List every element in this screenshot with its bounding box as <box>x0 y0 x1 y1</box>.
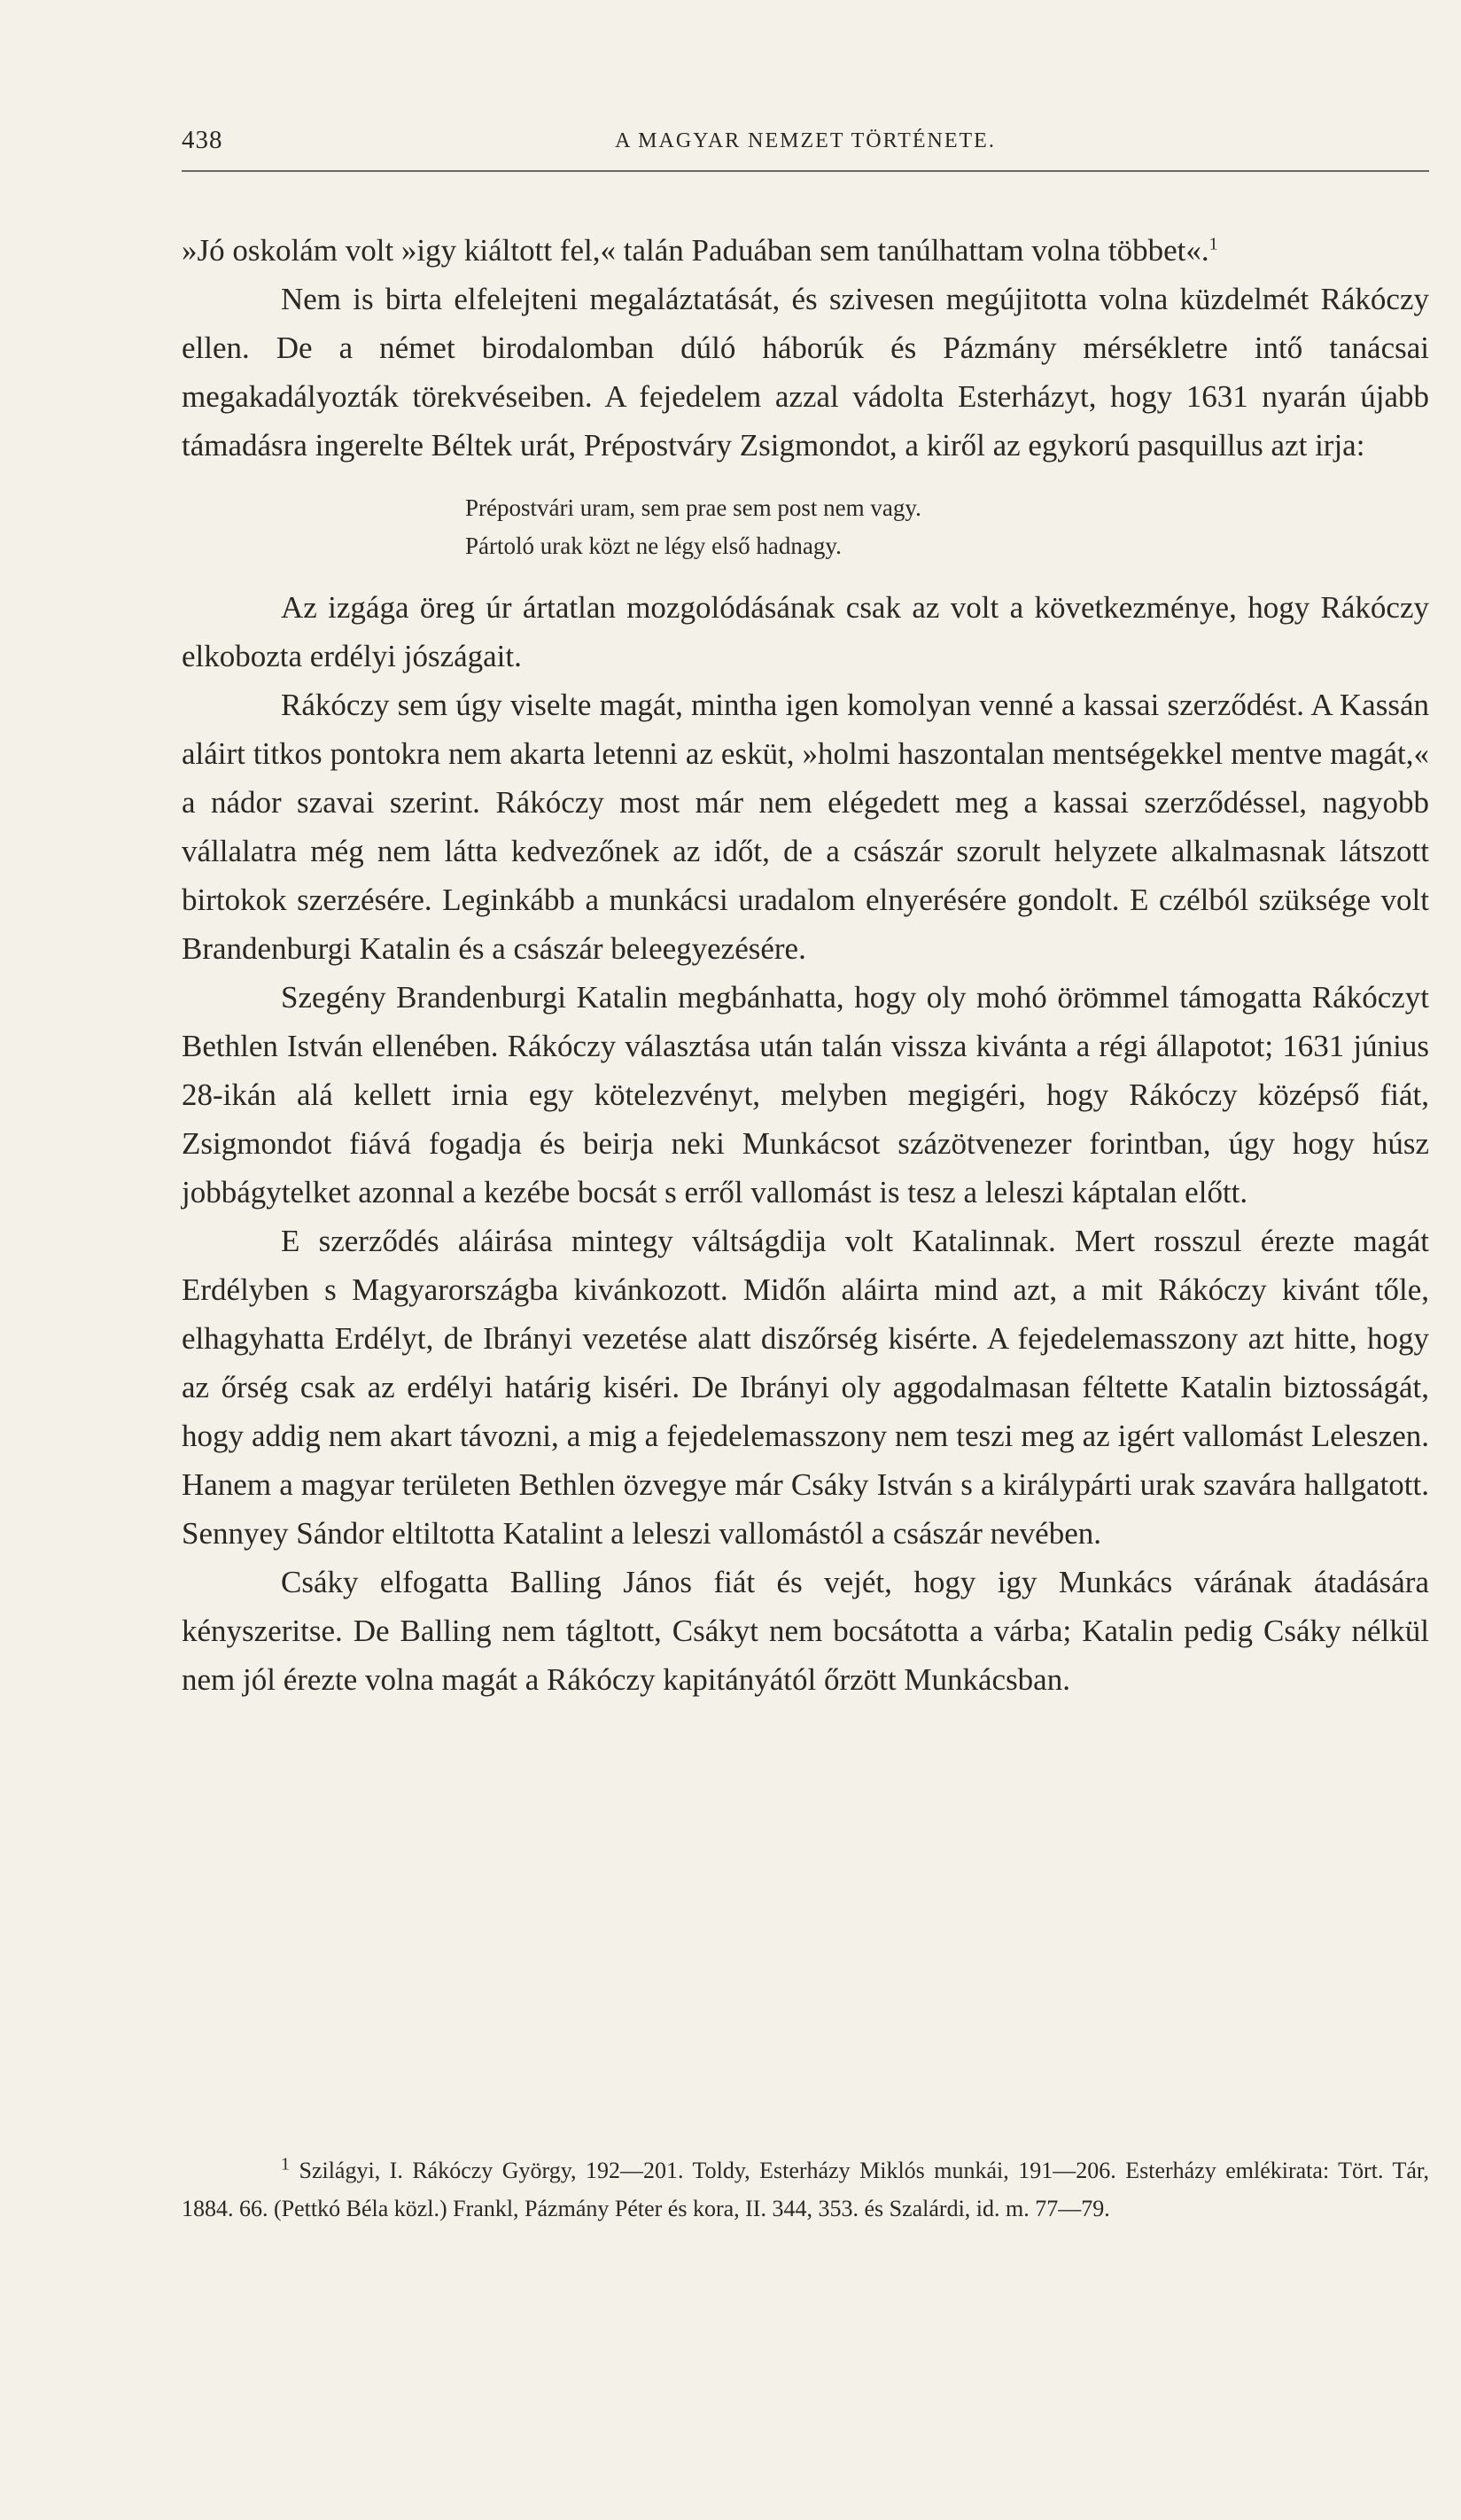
paragraph-4: Rákóczy sem úgy viselte magát, mintha igen komolyan venné a kassai szerződést. A Kassán aláirt titkos pontokra nem akarta letenni az esküt, »holmi haszontalan mentségekkel mentve magát,« a nádor szavai szerint. Rákóczy most már nem elégedett meg a kassai szerződéssel, nagyobb vállalatra még nem látta kedvezőnek az időt, de a császár szorult helyzete alkalmasnak látszott birtokok szerzésére. Leginkább a munkácsi uradalom elnyerésére gondolt. E czélból szüksége volt Brandenburgi Katalin és a császár beleegyezésére. <box>182 688 1429 966</box>
verse-line-2: Pártoló urak közt ne légy első hadnagy. <box>465 533 842 559</box>
verse-line-1: Prépostvári uram, sem prae sem post nem vagy. <box>465 494 921 521</box>
paragraph-2: Nem is birta elfelejteni megaláztatását, és szivesen megújitotta volna küzdelmét Rákóczy ellen. De a német birodalomban dúló háborúk és Pázmány mérsékletre intő tanácsai megakadályozták törekvéseiben. A fejedelem azzal vádolta Esterházyt, hogy 1631 nyarán újabb támadásra ingerelte Béltek urát, Prépostváry Zsigmondot, a kiről az egykorú pasquillus azt irja: <box>182 282 1429 463</box>
paragraph-6: E szerződés aláirása mintegy váltságdija volt Katalinnak. Mert rosszul érezte magát Erdélyben s Magyarországba kivánkozott. Midőn aláirta mind azt, a mit Rákóczy kivánt tőle, elhagyhatta Erdélyt, de Ibrányi vezetése alatt diszőrség kisérte. A fejedelemasszony azt hitte, hogy az őrség csak az erdélyi határig kiséri. De Ibrányi oly aggodalmasan féltette Katalin biztosságát, hogy addig nem akart távozni, a mig a fejedelemasszony nem teszi meg az igért vallomást Leleszen. Hanem a magyar területen Bethlen özvegye már Csáky István s a királypárti urak szavára hallgatott. Sennyey Sándor eltiltotta Katalint a leleszi vallomástól a császár nevében. <box>182 1224 1429 1551</box>
verse-quote <box>465 489 1429 565</box>
paragraph-3: Az izgága öreg úr ártatlan mozgolódásának csak az volt a következménye, hogy Rákóczy elkobozta erdélyi jószágait. <box>182 590 1429 673</box>
page-header <box>182 126 1429 172</box>
page-number: 438 <box>182 126 223 154</box>
footnote-text: Szilágyi, I. Rákóczy György, 192—201. Toldy, Esterházy Miklós munkái, 191—206. Esterházy emlékirata: Tört. Tár, 1884. 66. (Pettkó Béla közl.) Frankl, Pázmány Péter és kora, II. 344, 353. és Szalárdi, id. m. 77—79. <box>182 2158 1429 2221</box>
running-title: A MAGYAR NEMZET TÖRTÉNETE. <box>615 129 996 152</box>
paragraph-5: Szegény Brandenburgi Katalin megbánhatta, hogy oly mohó örömmel támogatta Rákóczyt Bethlen István ellenében. Rákóczy választása után talán vissza kivánta a régi állapotot; 1631 június 28-ikán alá kellett irnia egy kötelezvényt, melyben megigéri, hogy Rákóczy középső fiát, Zsigmondot fiává fogadja és beirja neki Munkácsot százötvenezer forintban, úgy hogy húsz jobbágytelket azonnal a kezébe bocsát s erről vallomást is tesz a leleszi káptalan előtt. <box>182 980 1429 1209</box>
footnote-marker: 1 <box>1208 234 1218 254</box>
paragraph-1 <box>182 226 1429 275</box>
paragraph-7: Csáky elfogatta Balling János fiát és vejét, hogy igy Munkács várának átadására kényszeritse. De Balling nem tágltott, Csákyt nem bocsátotta a várba; Katalin pedig Csáky nélkül nem jól érezte volna magát a Rákóczy kapitányától őrzött Munkácsban. <box>182 1565 1429 1697</box>
paragraph-1-text: »Jó oskolám volt »igy kiáltott fel,« talán Paduában sem tanúlhattam volna többet«. <box>182 233 1209 268</box>
main-text <box>182 226 1429 1704</box>
footnote-number: 1 <box>281 2154 290 2174</box>
footnote-1 <box>182 2151 1429 2228</box>
footnote <box>182 2151 1429 2228</box>
